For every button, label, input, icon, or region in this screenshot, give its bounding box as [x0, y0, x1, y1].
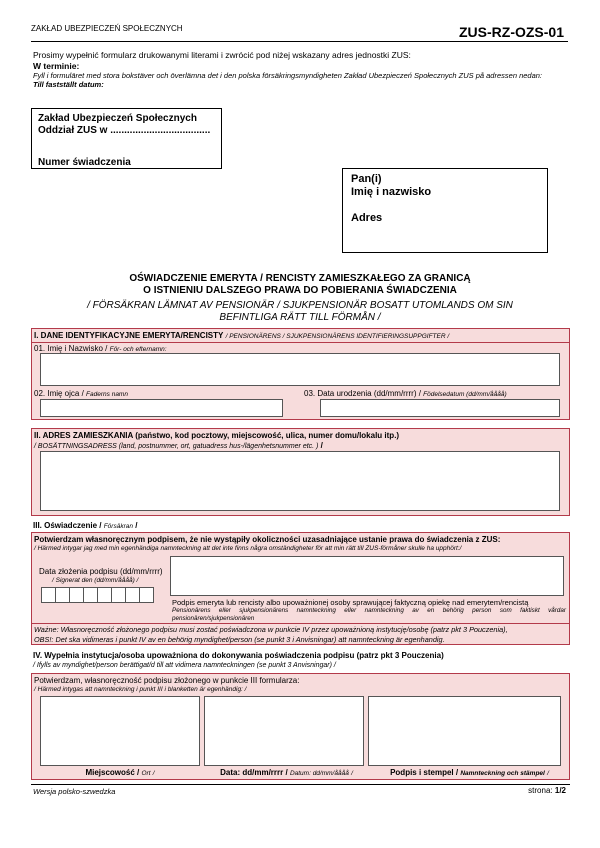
date-cell[interactable] — [111, 587, 126, 603]
date-cell[interactable] — [69, 587, 84, 603]
attestation-note — [34, 625, 508, 645]
section-attestation — [31, 673, 570, 780]
stamp-signature-input[interactable] — [368, 696, 561, 766]
section-4-heading-sv: / Ifylls av myndighet/person berättigat/d till att vidimera namnteckningen (se punkt 3 Anvisningar) / — [33, 662, 336, 669]
recipient-name-label: Imię i nazwisko — [351, 186, 432, 198]
page-label: strona: — [528, 786, 553, 795]
date-cell[interactable] — [139, 587, 154, 603]
intro-pl-deadline: W terminie: — [33, 60, 80, 71]
attestation-date-input[interactable] — [204, 696, 364, 766]
section-2-heading — [34, 431, 566, 441]
header-divider — [31, 41, 568, 42]
section-1-heading — [34, 331, 449, 342]
recipient-title: Pan(i) — [351, 173, 382, 185]
stamp-caption: Podpis i stempel / Namnteckning och stämpel / — [390, 768, 549, 777]
section-2-heading-sv: / BOSÄTTNINGSADRESS (land, postnummer, ort, gatuadress hus-/lägenhetsnummer etc. ) — [34, 443, 319, 450]
form-title-pl-line1: OŚWIADCZENIE EMERYTA / RENCISTY ZAMIESZKAŁEGO ZA GRANICĄ — [129, 273, 471, 284]
residence-address-input[interactable] — [40, 451, 560, 511]
section-identification — [31, 328, 570, 420]
signature-caption: Podpis emeryta lub rencisty albo upoważnionej osoby sprawującej faktyczną opiekę nad emerytem/rencistą — [172, 598, 529, 607]
zus-address-box — [31, 108, 222, 169]
signature-caption-sv: Pensionärens eller sjukpensionärens namnteckning eller namnteckning av en behörig person som faktiskt vårdar pensionären/sjukpensionären — [172, 607, 566, 622]
form-title-sv-line2: BEFINTLIGA RÄTT TILL FÖRMÅN / — [219, 312, 381, 323]
intro-instructions — [33, 50, 563, 89]
section-3-heading-end: / — [132, 521, 138, 530]
attestation-note-pl: Ważne: Własnoręczność złożonego podpisu musi zostać poświadczona w punkcie IV przez upoważnioną instytucję/osobę (patrz pkt 3 Pouczenia), — [34, 625, 508, 634]
declaration-text: Potwierdzam własnoręcznym podpisem, że nie wystąpiły okoliczności uzasadniające ustanie prawa do świadczenia z ZUS: — [34, 535, 501, 544]
date-cell[interactable] — [55, 587, 70, 603]
section-1-divider — [32, 342, 569, 343]
page-indicator — [528, 786, 566, 795]
date-caption-sv: Datum: dd/mm/åååå — [289, 770, 349, 777]
field-01-label-pl: 01. Imię i Nazwisko / — [34, 344, 108, 353]
form-code: ZUS-RZ-OZS-01 — [459, 24, 564, 40]
place-caption-sv: Ort — [141, 770, 151, 777]
field-03-label-pl: 03. Data urodzenia (dd/mm/rrrr) / — [304, 389, 421, 398]
signature-date-label-sv: / Signerat den (dd/mm/åååå) / — [52, 577, 139, 584]
section-3-heading-pl: III. Oświadczenie / — [33, 521, 102, 530]
benefit-number-label: Numer świadczenia — [38, 157, 131, 168]
place-caption-pl: Miejscowość / — [85, 768, 140, 777]
zus-name: Zakład Ubezpieczeń Społecznych — [38, 113, 197, 124]
signature-date-cells — [41, 587, 153, 603]
date-cell[interactable] — [83, 587, 98, 603]
zus-branch: Oddział ZUS w .................................... — [38, 125, 211, 136]
section-3-divider — [32, 623, 569, 624]
intro-pl: Prosimy wypełnić formularz drukowanymi literami i zwrócić pod niżej wskazany adres jednostki ZUS: — [33, 50, 411, 60]
stamp-caption-sv: Namnteckning och stämpel — [460, 770, 545, 777]
birth-date-input[interactable] — [320, 399, 560, 417]
declaration-text-sv: / Härmed intygar jag med min egenhändiga namnteckning att det inte finns några omständigheter för att min rätt till ZUS-förmåner skulle ha upphört:/ — [34, 545, 462, 552]
stamp-caption-pl: Podpis i stempel / — [390, 768, 459, 777]
section-address — [31, 428, 570, 516]
field-02-label-sv: Faderns namn — [86, 391, 128, 398]
section-4-heading-pl: IV. Wypełnia instytucja/osoba upoważniona do dokonywania poświadczenia podpisu (patrz pkt 3 Pouczenia) — [33, 651, 444, 660]
signature-date-label: Data złożenia podpisu (dd/mm/rrrr) — [39, 567, 163, 576]
date-cell[interactable] — [125, 587, 140, 603]
form-title-pl — [30, 273, 570, 297]
signature-input[interactable] — [170, 556, 564, 596]
intro-sv: Fyll i formuläret med stora bokstäver och överlämna det i den polska försäkringsmyndigheten Zakład Ubezpieczeń Społecznych ZUS på adressen nedan: — [33, 71, 543, 80]
version-label: Wersja polsko-szwedzka — [33, 787, 116, 796]
section-1-heading-pl: I. DANE IDENTYFIKACYJNE EMERYTA/RENCISTY — [34, 331, 224, 340]
date-caption-pl: Data: dd/mm/rrrr / — [220, 768, 288, 777]
page-value: 1/2 — [554, 786, 566, 795]
father-name-input[interactable] — [40, 399, 283, 417]
attestation-confirm-sv: Härmed intygas att namnteckning i punkt III i blanketten är egenhändig: — [37, 686, 243, 693]
field-03-label-sv: Födelsedatum (dd/mm/åååå) — [423, 391, 507, 398]
recipient-box — [342, 168, 548, 253]
full-name-input[interactable] — [40, 353, 560, 386]
intro-sv-deadline: Till fastställt datum: — [33, 80, 104, 89]
attestation-note-sv: OBS!: Det ska vidimeras i punkt IV av en behörig myndighet/person (se punkt 3 i Anvisningar) att namnteckning är egenhandig. — [34, 635, 445, 644]
field-02-label-pl: 02. Imię ojca / — [34, 389, 84, 398]
field-01-label-sv: För- och efternamn: — [109, 346, 167, 353]
section-declaration — [31, 532, 570, 645]
section-3-heading-sv: Försäkran — [103, 523, 133, 530]
attestation-confirm-sv-row: / Härmed intygas att namnteckning i punkt III i blanketten är egenhändig: / — [34, 686, 247, 693]
recipient-address-label: Adres — [351, 212, 383, 224]
section-4-heading — [33, 651, 444, 671]
date-caption: Data: dd/mm/rrrr / Datum: dd/mm/åååå / — [220, 768, 353, 777]
form-title-sv-line1: / FÖRSÄKRAN LÄMNAT AV PENSIONÄR / SJUKPENSIONÄR BOSATT UTOMLANDS OM SIN — [87, 300, 513, 311]
attestation-confirm: Potwierdzam, własnoręczność podpisu złożonego w punkcie III formularza: — [34, 676, 300, 685]
date-cell[interactable] — [97, 587, 112, 603]
section-2-heading-pl: II. ADRES ZAMIESZKANIA (państwo, kod pocztowy, miejscowość, ulica, numer domu/lokalu itp.) — [34, 431, 400, 440]
organization-name: ZAKŁAD UBEZPIECZEŃ SPOŁECZNYCH — [31, 24, 183, 33]
place-caption: Miejscowość / Ort / — [85, 768, 155, 777]
section-3-heading — [33, 521, 137, 532]
form-title-pl-line2: O ISTNIENIU DALSZEGO PRAWA DO POBIERANIA ŚWIADCZENIA — [143, 285, 457, 296]
place-input[interactable] — [40, 696, 200, 766]
date-cell[interactable] — [41, 587, 56, 603]
section-2-heading-end: / — [318, 441, 323, 450]
section-1-heading-sv: / PENSIONÄRENS / SJUKPENSIONÄRENS IDENTIFIERINGSUPPGIFTER / — [225, 333, 450, 340]
form-title-sv — [30, 300, 570, 324]
footer-divider — [31, 784, 570, 785]
